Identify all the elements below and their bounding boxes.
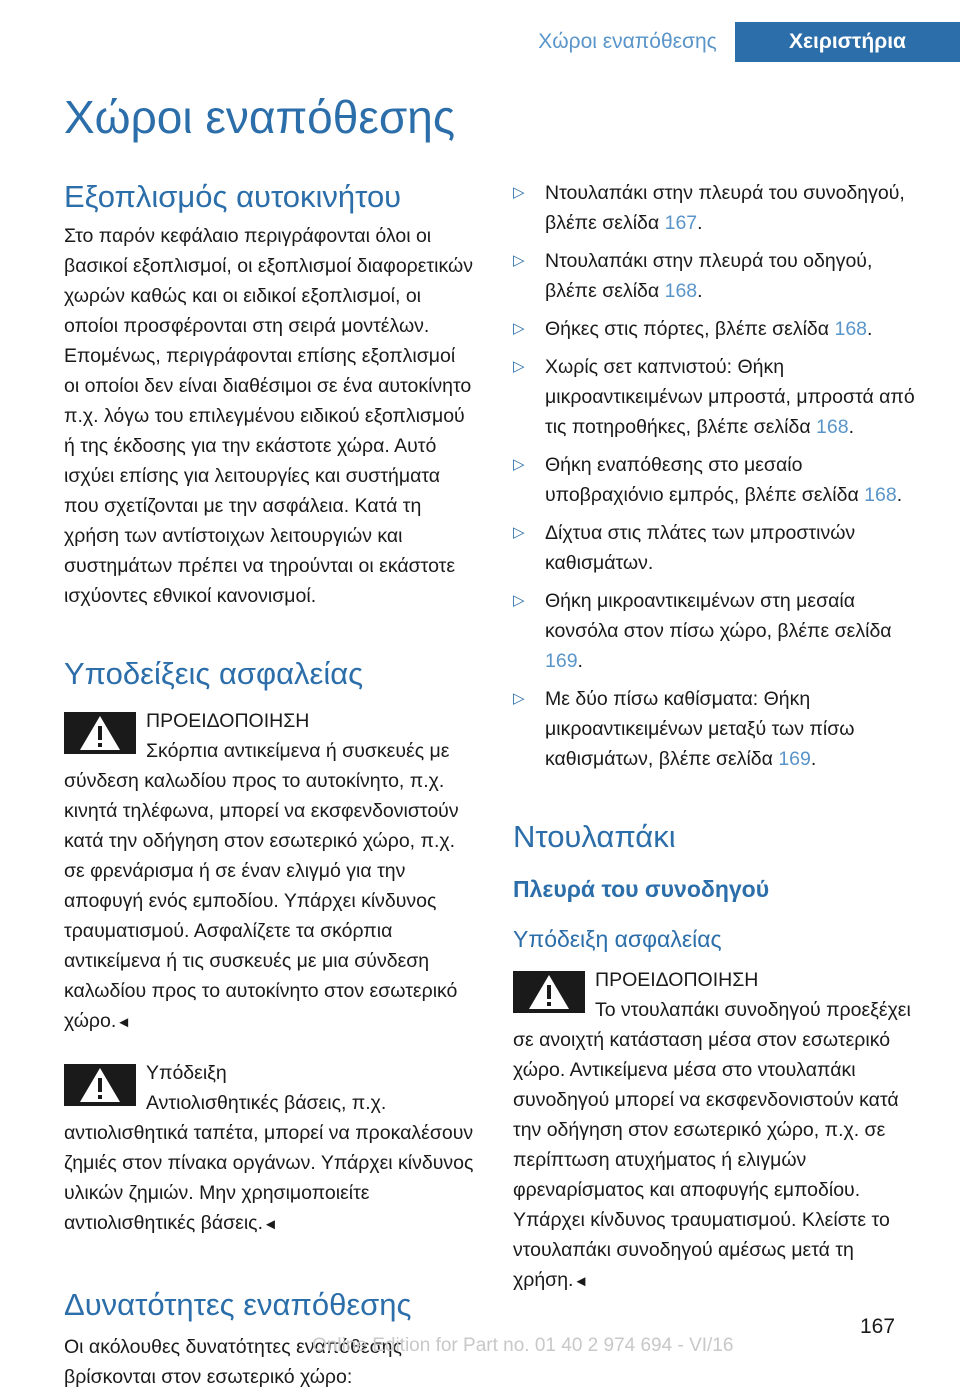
- bullet-triangle-icon: ▷: [513, 690, 525, 707]
- end-mark: ◄: [116, 1014, 132, 1032]
- storage-list-item: ▷ Θήκες στις πόρτες, βλέπε σελίδα 168.: [513, 314, 925, 344]
- note-text: Αντιολισθητικές βάσεις, π.χ. αντιολισθητικά ταπέτα, μπορεί να προκαλέσουν ζημιές στον πίνακα οργάνων. Υπάρχει κίνδυνος υλικών ζημιών. Μην χρησιμοποιείτε αντιολισθητικές βάσεις.◄: [64, 1092, 474, 1235]
- storage-text: Οι ακόλουθες δυνατότητες εναπόθεσης βρίσκονται στον εσωτερικό χώρο:: [64, 1335, 402, 1388]
- warning-triangle-icon: [513, 971, 585, 1013]
- storage-heading: Δυνατότητες εναπόθεσης: [64, 1287, 412, 1323]
- bullet-triangle-icon: ▷: [513, 320, 525, 337]
- list-item-text: Θήκη εναπόθεσης στο μεσαίο υποβραχιόνιο εμπρός, βλέπε σελίδα: [545, 454, 865, 506]
- page-reference-link[interactable]: 169: [778, 748, 811, 770]
- warning-block-2: [64, 1058, 474, 1118]
- list-item-text: Ντουλαπάκι στην πλευρά του οδηγού, βλέπε σελίδα: [545, 250, 873, 302]
- safety-heading: Υποδείξεις ασφαλείας: [64, 656, 364, 692]
- bullet-triangle-icon: ▷: [513, 358, 525, 375]
- warning-title: ΠΡΟΕΙΔΟΠΟΙΗΣΗ: [146, 710, 310, 733]
- right-column: [513, 178, 925, 1297]
- warning-block-1: [64, 706, 474, 766]
- caution-triangle-icon: [64, 1064, 136, 1106]
- page-reference-link[interactable]: 168: [664, 280, 698, 302]
- warning-block-3: [513, 965, 925, 1025]
- warning-text: Το ντουλαπάκι συνοδηγού προεξέχει σε ανοιχτή κατάσταση μέσα στον εσωτερικό χώρο. Αντικείμενα μέσα στο ντουλαπάκι συνοδηγού μπορεί να εκσφενδονιστούν κατά την οδήγηση στον εσωτερικό χώρο, π.χ. σε περίπτωση ατυχήματος ή ελιγμών φρεναρίσματος και αποφυγής εμποδίου. Υπάρχει κίνδυνος τραυματισμού. Κλείστε το ντουλαπάκι συνοδηγού αμέσως μετά τη χρήση.◄: [513, 998, 911, 1291]
- left-column: [64, 178, 474, 1392]
- list-item-text: Με δύο πίσω καθίσματα: Θήκη μικροαντικειμένων μεταξύ των πίσω καθισμάτων, βλέπε σελίδα: [545, 688, 855, 770]
- end-mark: ◄: [573, 1272, 589, 1290]
- bullet-triangle-icon: ▷: [513, 456, 525, 473]
- warning-text: Σκόρπια αντικείμενα ή συσκευές με σύνδεση καλωδίου προς το αυτοκίνητο, π.χ. κινητά τηλέφωνα, μπορεί να εκσφενδονιστούν κατά την οδήγηση στον εσωτερικό χώρο, π.χ. σε φρενάρισμα ή σε έναν ελιγμό για την αποφυγή ενός εμποδίου. Υπάρχει κίνδυνος τραυματισμού. Ασφαλίζετε τα σκόρπια αντικείμενα ή τις συσκευές με μια σύνδεση καλωδίου προς το αυτοκίνητο στον εσωτερικό χώρο.◄: [64, 740, 459, 1033]
- storage-list-item: ▷ Θήκη εναπόθεσης στο μεσαίο υποβραχιόνιο εμπρός, βλέπε σελίδα 168.: [513, 450, 925, 510]
- page-header: [0, 0, 960, 62]
- storage-list-item: [513, 518, 925, 578]
- bullet-triangle-icon: ▷: [513, 184, 525, 201]
- page-number: 167: [860, 1315, 896, 1338]
- storage-list-item: ▷ Ντουλαπάκι στην πλευρά του οδηγού, βλέπε σελίδα 168.: [513, 246, 925, 306]
- storage-options-list: [513, 178, 925, 774]
- storage-list-item: ▷ Με δύο πίσω καθίσματα: Θήκη μικροαντικειμένων μεταξύ των πίσω καθισμάτων, βλέπε σελίδα 169.: [513, 684, 925, 774]
- bullet-triangle-icon: ▷: [513, 592, 525, 609]
- page-title: Χώροι εναπόθεσης: [64, 91, 455, 143]
- storage-list-item: ▷ Θήκη μικροαντικειμένων στη μεσαία κονσόλα στον πίσω χώρο, βλέπε σελίδα 169.: [513, 586, 925, 676]
- warning-triangle-icon: [64, 712, 136, 754]
- bullet-triangle-icon: ▷: [513, 524, 525, 541]
- glovebox-heading: Ντουλαπάκι: [513, 819, 676, 854]
- page-reference-link[interactable]: 168: [864, 484, 897, 506]
- note-title: Υπόδειξη: [146, 1062, 227, 1085]
- page-reference-link[interactable]: 168: [834, 318, 868, 340]
- list-item-text: Ντουλαπάκι στην πλευρά του συνοδηγού, βλέπε σελίδα: [545, 182, 905, 234]
- equipment-heading: Εξοπλισμός αυτοκινήτου: [64, 179, 402, 214]
- page-reference-link[interactable]: 168: [816, 416, 849, 438]
- page-reference-link[interactable]: 167: [664, 212, 698, 234]
- end-mark: ◄: [263, 1216, 278, 1234]
- bullet-triangle-icon: ▷: [513, 252, 525, 269]
- edition-footer: Online Edition for Part no. 01 40 2 974 694 - VI/16: [312, 1335, 734, 1356]
- page-reference-link[interactable]: 169: [545, 650, 578, 672]
- list-item-text: Θήκη μικροαντικειμένων στη μεσαία κονσόλα στον πίσω χώρο, βλέπε σελίδα: [545, 590, 892, 642]
- warning-title: ΠΡΟΕΙΔΟΠΟΙΗΣΗ: [595, 968, 759, 991]
- header-chapter-tab[interactable]: Χειριστήρια: [735, 22, 960, 62]
- storage-list-item: ▷ Ντουλαπάκι στην πλευρά του συνοδηγού, βλέπε σελίδα 167.: [513, 178, 925, 238]
- list-item-text: Θήκες στις πόρτες, βλέπε σελίδα: [545, 318, 835, 340]
- storage-list-item: ▷ Χωρίς σετ καπνιστού: Θήκη μικροαντικειμένων μπροστά, μπροστά από τις ποτηροθήκες, βλέπε σελίδα 168.: [513, 352, 925, 442]
- list-item-text: Δίχτυα στις πλάτες των μπροστινών καθισμάτων.: [545, 522, 856, 574]
- header-section-title[interactable]: Χώροι εναπόθεσης: [520, 22, 735, 62]
- safety-note-heading: Υπόδειξη ασφαλείας: [513, 926, 722, 953]
- passenger-side-heading: Πλευρά του συνοδηγού: [513, 876, 770, 903]
- list-item-text: Χωρίς σετ καπνιστού: Θήκη μικροαντικειμένων μπροστά, μπροστά από τις ποτηροθήκες, βλέπε σελίδα: [545, 356, 915, 438]
- equipment-text: Στο παρόν κεφάλαιο περιγράφονται όλοι οι βασικοί εξοπλισμοί, οι εξοπλισμοί διαφορετικών χωρών καθώς και οι ειδικοί εξοπλισμοί, οι οποίοι προσφέρονται στη σειρά μοντέλων. Επομένως, περιγράφονται επίσης εξοπλισμοί οι οποίοι δεν είναι διαθέσιμοι σε ένα αυτοκίνητο π.χ. λόγω του επιλεγμένου ειδικού εξοπλισμού ή της έκδοσης για την εκάστοτε χώρα. Αυτό ισχύει επίσης για λειτουργίες και συστήματα που σχετίζονται με την ασφάλεια. Κατά τη χρήση των αντίστοιχων λειτουργιών και συστημάτων πρέπει να τηρούνται οι εκάστοτε ισχύοντες εθνικοί κανονισμοί.: [64, 225, 473, 608]
